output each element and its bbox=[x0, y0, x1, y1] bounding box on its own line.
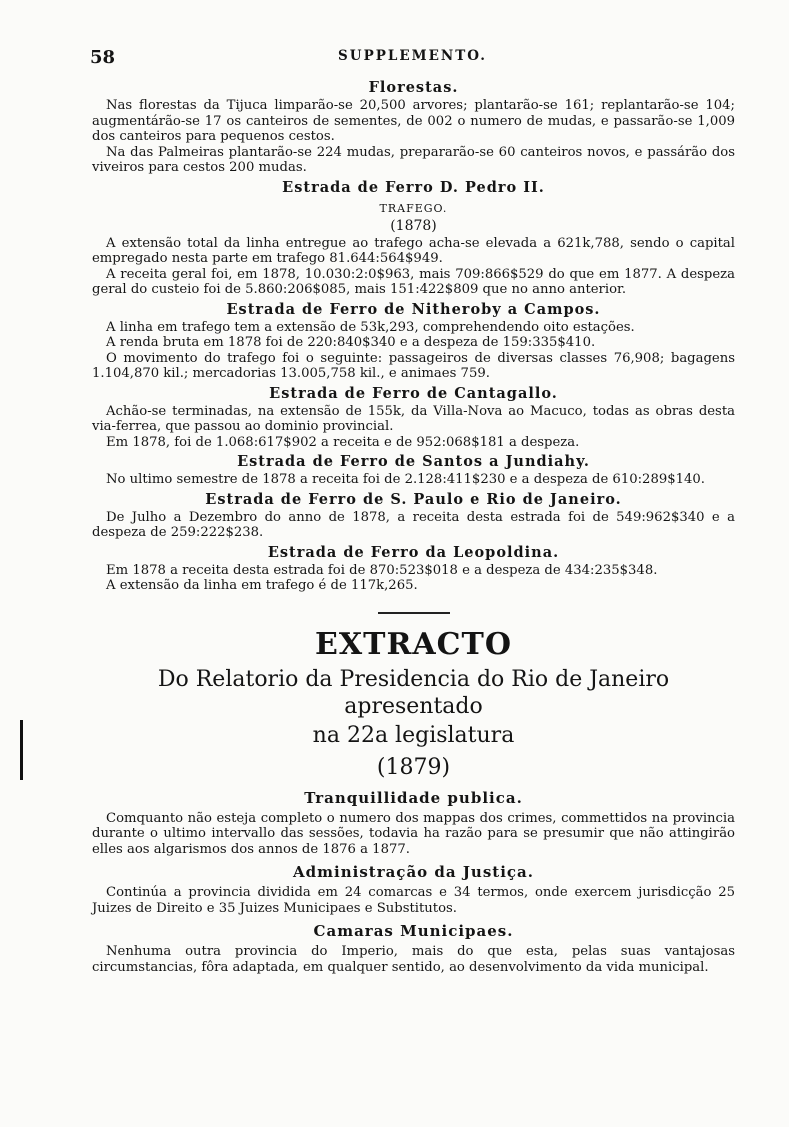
paragraph: De Julho a Dezembro do anno de 1878, a receita desta estrada foi de 549:962$340 e a despeza de 259:222$238. bbox=[92, 509, 735, 540]
paragraph: Achão-se terminadas, na extensão de 155k, da Villa-Nova ao Macuco, todas as obras desta via-ferrea, que passou ao dominio provincial. bbox=[92, 403, 735, 434]
running-title: SUPPLEMENTO. bbox=[338, 48, 487, 64]
section-heading-santos: Estrada de Ferro de Santos a Jundiahy. bbox=[237, 453, 590, 470]
section-heading-nitheroby: Estrada de Ferro de Nitheroby a Campos. bbox=[226, 300, 601, 318]
section-heading-cantagallo: Estrada de Ferro de Cantagallo. bbox=[269, 384, 558, 402]
section-year: (1878) bbox=[390, 217, 437, 234]
section-heading-tranquillidade: Tranquillidade publica. bbox=[304, 788, 523, 807]
extract-subtitle-line2: na 22a legislatura bbox=[312, 722, 515, 748]
section-heading-justica: Administração da Justiça. bbox=[293, 863, 534, 881]
paragraph: Comquanto não esteja completo o numero dos mappas dos crimes, commettidos na provincia durante o ultimo intervallo das sessões, todavia ha razão para se presumir que não attingirão elles aos algarismos dos annos de 1876 a 1877. bbox=[92, 810, 735, 857]
paragraph: A renda bruta em 1878 foi de 220:840$340 e a despeza de 159:335$410. bbox=[106, 335, 596, 350]
section-heading-sao-paulo: Estrada de Ferro de S. Paulo e Rio de Janeiro. bbox=[205, 490, 622, 508]
paragraph: Nas florestas da Tijuca limparão-se 20,500 arvores; plantarão-se 161; replantarão-se 104; augmentárão-se 17 os canteiros de sementes, de 002 o numero de mudas, e passarão-se 1,009 dos canteiros para pequenos cestos. bbox=[92, 98, 735, 144]
text-column bbox=[92, 76, 735, 975]
paragraph: A linha em trafego tem a extensão de 53k,293, comprehendendo oito estações. bbox=[106, 319, 635, 335]
section-heading-pedro-ii: Estrada de Ferro D. Pedro II. bbox=[282, 178, 545, 196]
paragraph: A extensão total da linha entregue ao trafego acha-se elevada a 621k,788, sendo o capital empregado nesta parte em trafego 81.644:564$949. bbox=[92, 235, 735, 266]
section-heading-leopoldina: Estrada de Ferro da Leopoldina. bbox=[267, 543, 560, 561]
paragraph: A receita geral foi, em 1878, 10.030:2:0$963, mais 709:866$529 do que em 1877. A despeza geral do custeio foi de 5.860:206$085, mais 151:422$809 que no anno anterior. bbox=[92, 266, 735, 297]
section-heading-camaras: Camaras Municipaes. bbox=[313, 922, 514, 940]
margin-mark bbox=[20, 720, 23, 780]
paragraph: O movimento do trafego foi o seguinte: passageiros de diversas classes 76,908; bagagens 1.104,870 kil.; mercadorias 13.005,758 kil., e animaes 759. bbox=[92, 350, 735, 381]
paragraph: Em 1878, foi de 1.068:617$902 a receita e de 952:068$181 a despeza. bbox=[106, 434, 580, 450]
paragraph: No ultimo semestre de 1878 a receita foi de 2.128:411$230 e a despeza de 610:289$140. bbox=[106, 472, 705, 487]
section-subheading-trafego: TRAFEGO. bbox=[379, 201, 448, 215]
paragraph: Continúa a provincia dividida em 24 comarcas e 34 termos, onde exercem jurisdicção 25 Juizes de Direito e 35 Juizes Municipaes e Substitutos. bbox=[92, 885, 735, 916]
paragraph: Em 1878 a receita desta estrada foi de 870:523$018 e a despeza de 434:235$348. bbox=[106, 562, 658, 578]
section-divider bbox=[378, 612, 450, 614]
extract-title: EXTRACTO bbox=[314, 626, 512, 662]
paragraph: Na das Palmeiras plantarão-se 224 mudas, prepararão-se 60 canteiros novos, e passárão dos viveiros para cestos 200 mudas. bbox=[92, 144, 735, 175]
page-number: 58 bbox=[90, 47, 116, 68]
page-header bbox=[90, 47, 735, 67]
extract-year: (1879) bbox=[376, 754, 451, 780]
paragraph: A extensão da linha em trafego é de 117k,265. bbox=[106, 578, 418, 593]
extract-subtitle-line1: Do Relatorio da Presidencia do Rio de Janeiro apresentado bbox=[157, 666, 670, 719]
paragraph: Nenhuma outra provincia do Imperio, mais do que esta, pelas suas vantajosas circumstancias, fôra adaptada, em qualquer sentido, ao desenvolvimento da vida municipal. bbox=[92, 944, 735, 975]
section-heading-florestas: Florestas. bbox=[368, 79, 459, 96]
